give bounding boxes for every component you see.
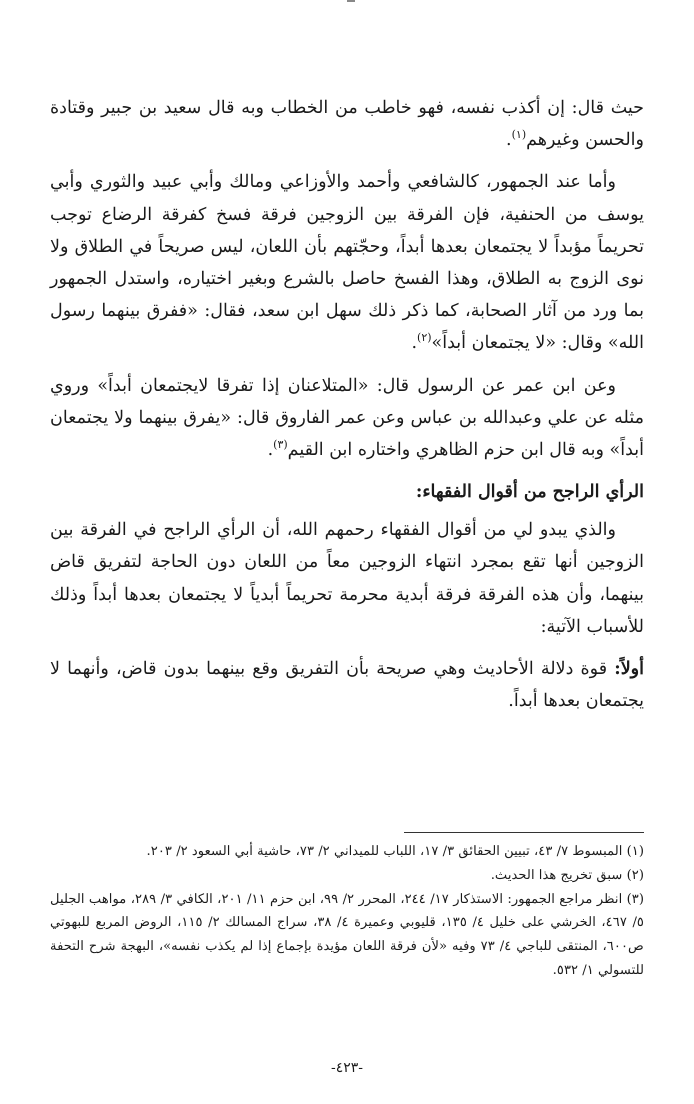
footnote-1: (١) المبسوط ٧/ ٤٣، تبيين الحقائق ٣/ ١٧، اللباب للميداني ٢/ ٧٣، حاشية أبي السعود ٢/ ٢٠٣. <box>146 844 644 859</box>
footnote-ref-1[interactable]: (١) <box>511 128 527 142</box>
footnote-2: (٢) سبق تخريج هذا الحديث. <box>490 867 644 883</box>
reason-1 <box>50 653 644 717</box>
paragraph-1: حيث قال: إن أكذب نفسه، فهو خاطب من الخطاب وبه قال سعيد بن جبير وقتادة والحسن وغيرهم$^{(١)}$. <box>50 98 644 151</box>
main-text <box>50 92 644 727</box>
footnotes <box>50 840 644 983</box>
footnote-separator <box>404 832 644 833</box>
page-number: -٤٢٣- <box>330 1060 364 1076</box>
paragraph-3: وعن ابن عمر عن الرسول قال: «المتلاعنان إذا تفرقا لايجتمعان أبداً» وروي مثله عن علي وعبدالله بن عباس وعن عمر الفاروق قال: «يفرق بينهما ولا يجتمعان أبداً» وبه قال ابن حزم الظاهري واختاره ابن القيم$^{(٣)}$. <box>50 375 644 461</box>
footnote-ref-3[interactable]: (٣) <box>273 438 288 452</box>
reason-1-text: قوة دلالة الأحاديث وهي صريحة بأن التفريق وقع بينهما بدون قاض، وأنهما لا يجتمعان بعدها أبداً. <box>50 659 644 712</box>
paragraph-4: والذي يبدو لي من أقوال الفقهاء رحمهم الله، أن الرأي الراجح في الفرقة بين الزوجين أنها تقع بمجرد انتهاء الزوجين معاً من اللعان دون الحاجة لتفريق قاض بينهما، وأن هذه الفرقة فرقة أبدية محرمة تحريماً أبدياً لا يجتمعان بعدها أبداً وذلك للأسباب الآتية: <box>50 520 644 637</box>
reason-1-label: أولاً: <box>614 659 644 680</box>
paragraph-2: وأما عند الجمهور، كالشافعي وأحمد والأوزاعي ومالك وأبي عبيد والثوري وأبي يوسف من الحنفية، فإن الفرقة بين الزوجين فرقة فسخ كفرقة الرضاع توجب تحريماً مؤبداً لا يجتمعان بعدها أبداً، وحجّتهم بأن اللعان، ليس صريحاً في الطلاق ولا نوى الزوج به الطلاق، وهذا الفسخ حاصل بالشرع وبغير اختياره، واستدل الجمهور بما ورد من آثار الصحابة، كما ذكر ذلك سهل ابن سعد، فقال: «ففرق بينهما رسول الله» وقال: «لا يجتمعان أبداً»$^{(٢)}$. <box>50 172 644 354</box>
footnote-3: (٣) انظر مراجع الجمهور: الاستذكار ١٧/ ٢٤٤، المحرر ٢/ ٩٩، ابن حزم ١١/ ٢٠١، الكافي ٣/ ٢٨٩، مواهب الجليل ٥/ ٤٦٧، الخرشي على خليل ٤/ ١٣٥، قليوبي وعميرة ٤/ ٣٨، سراج المسالك ٢/ ١١٥، الروض المربع للبهوتي ص٦٠٠، المنتقى للباجي ٤/ ٧٣ وفيه «لأن فرقة اللعان مؤيدة بإجماع إذا لم يكذب نفسه»، البهجة شرح التحفة للتسولي ١/ ٥٣٢. <box>50 891 645 978</box>
footnote-ref-2[interactable]: (٢) <box>417 331 432 345</box>
book-page <box>50 70 644 1080</box>
top-mark <box>347 0 355 2</box>
section-heading: الرأي الراجح من أقوال الفقهاء: <box>415 482 644 503</box>
